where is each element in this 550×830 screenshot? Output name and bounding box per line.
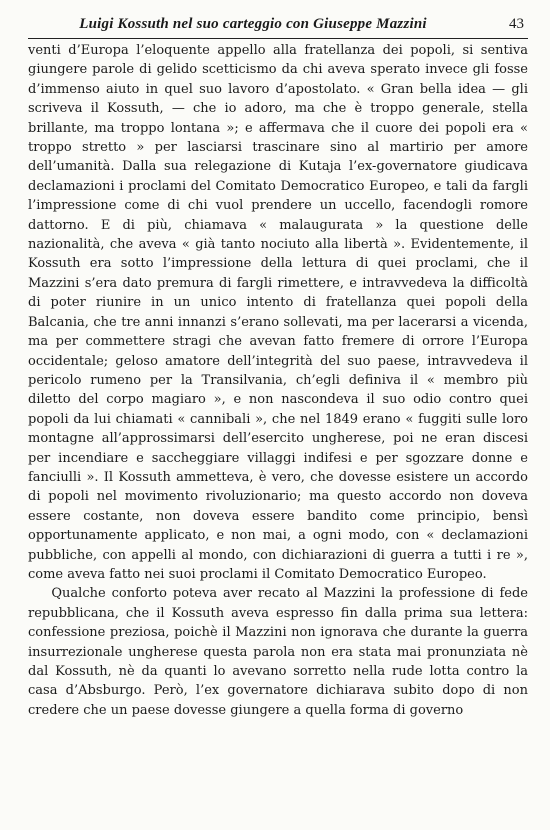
body-text	[28, 41, 528, 720]
page-header	[28, 14, 528, 39]
running-title: Luigi Kossuth nel suo carteggio con Giuseppe Mazzini	[79, 16, 427, 32]
paragraph: Qualche conforto poteva aver recato al Mazzini la professione di fede repubblicana, che il Kossuth aveva espresso fin dalla prima sua lettera: confessione preziosa, poichè il Mazzini non ignorava che durante la guerra insurrezionale ungherese questa parola non era stata mai pronunziata nè dal Kossuth, nè da quanti lo avevano sorretto nella rude lotta contro la casa d’Absburgo. Però, l’ex governatore dichiarava subito dopo di non credere che un paese dovesse giungere a quella forma di governo	[28, 586, 528, 718]
paragraph: venti d’Europa l’eloquente appello alla fratellanza dei popoli, si sentiva giungere parole di gelido scetticismo da chi aveva sperato invece gli fosse d’immenso aiuto in quel suo lavoro d’apostolato. « Gran bella idea — gli scriveva il Kossuth, — che io adoro, ma che è troppo generale, stella brillante, ma troppo lontana »; e affermava che il cuore dei popoli era « troppo stretto » per lasciarsi trascinare sino al martirio per amore dell’umanità. Dalla sua relegazione di Kutaja l’ex-governatore giudicava declamazioni i proclami del Comitato Democratico Europeo, e tali da fargli l’impressione come di chi vuol prendere un uccello, facendogli romore dattorno. E di più, chiamava « malaugurata » la questione delle nazionalità, che aveva « già tanto nociuto alla libertà ». Evidentemente, il Kossuth era sotto l’impressione della lettura di quei proclami, che il Mazzini s’era dato premura di fargli rimettere, e intravvedeva la difficoltà di poter riunire in un unico intento di fratellanza quei popoli della Balcania, che tre anni innanzi s’erano sollevati, ma per lacerarsi a vicenda, ma per commettere stragi che avevan fatto fremere di orrore l’Europa occidentale; geloso amatore dell’integrità del suo paese, intravvedeva il pericolo rumeno per la Transilvania, ch’egli definiva il « membro più diletto del corpo magiaro », e non nascondeva il suo odio contro quei popoli da lui chiamati « cannibali », che nel 1849 erano « fuggiti sulle loro montagne all’approssimarsi dell’esercito ungherese, poi ne eran discesi per incendiare e saccheggiare villaggi indifesi e per sgozzare donne e fanciulli ». Il Kossuth ammetteva, è vero, che dovesse esistere un accordo di popoli nel movimento rivoluzionario; ma questo accordo non doveva essere costante, non doveva essere bandito come principio, bensì opportunamente applicato, e non mai, a ogni modo, con « declamazioni pubbliche, con appelli al mondo, con dichiarazioni di guerra a tutti i re », come aveva fatto nei suoi proclami il Comitato Democratico Europeo.	[28, 43, 528, 582]
page-number: 43	[509, 16, 524, 32]
